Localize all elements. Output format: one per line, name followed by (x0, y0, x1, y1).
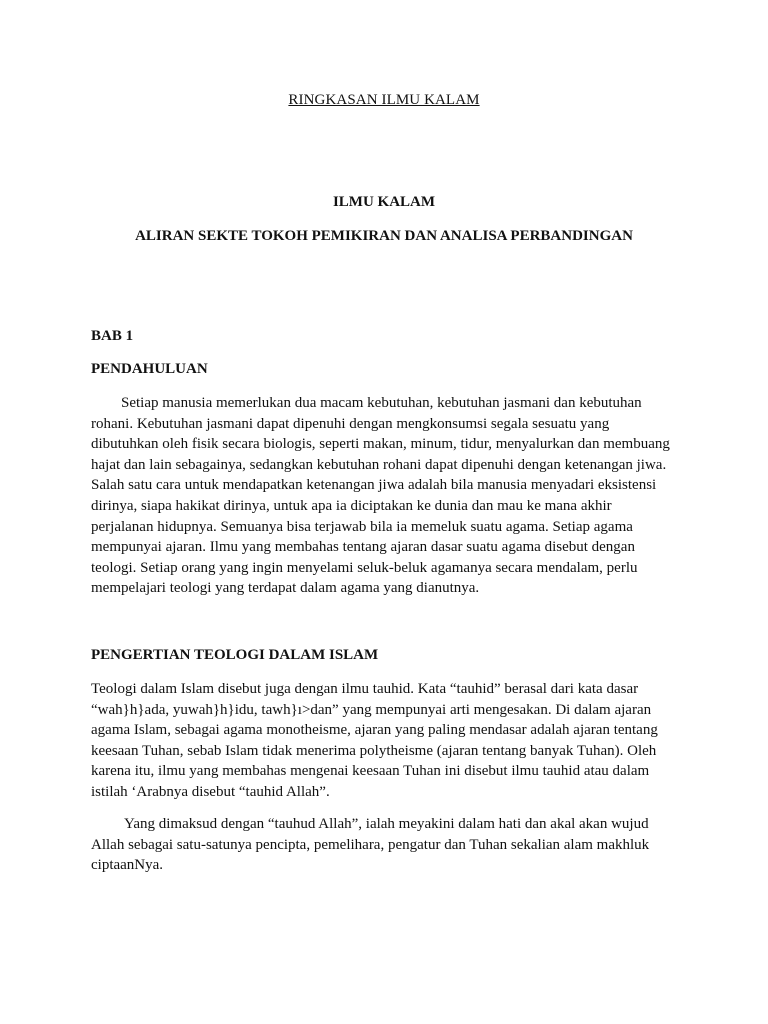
document-title: RINGKASAN ILMU KALAM (288, 92, 480, 108)
paragraph-line: keesaan Tuhan, sebab Islam tidak menerima polytheisme (ajaran tentang banyak Tuhan). Oleh (91, 742, 657, 759)
paragraph-line: dirinya, siapa hakikat dirinya, untuk apa ia diciptakan ke dunia dan mau ke mana akhir (91, 497, 612, 514)
paragraph-line: Setiap manusia memerlukan dua macam kebutuhan, kebutuhan jasmani dan kebutuhan (121, 395, 642, 411)
chapter-label: BAB 1 (91, 328, 134, 344)
paragraph-line: dibutuhkan oleh fisik secara biologis, seperti makan, minum, tidur, menyalurkan dan membuang (91, 436, 670, 453)
paragraph-line: perjalanan hidupnya. Semuanya bisa terjawab bila ia memeluk suatu agama. Setiap agama (91, 518, 633, 535)
paragraph-tauhid-allah (91, 814, 681, 876)
paragraph-line: agama Islam, sebagai agama monotheisme, ajaran yang paling mendasar adalah ajaran tentang (91, 722, 658, 739)
paragraph-line: hajat dan lain sebagainya, sedangkan kebutuhan rohani dapat dipenuhi dengan ketenangan jiwa. (91, 456, 667, 473)
heading-aliran-sekte: ALIRAN SEKTE TOKOH PEMIKIRAN DAN ANALISA PERBANDINGAN (135, 228, 633, 244)
paragraph-line: “wah}h}ada, yuwah}h}idu, tawh}ı>dan” yang mempunyai arti mengesakan. Di dalam ajaran (91, 701, 652, 718)
paragraph-pendahuluan (91, 393, 681, 599)
paragraph-line: ciptaanNya. (91, 857, 164, 874)
chapter-title: PENDAHULUAN (91, 361, 208, 377)
paragraph-line: teologi. Setiap orang yang ingin menyelami seluk-beluk agamanya secara mendalam, perlu (91, 559, 638, 576)
paragraph-line: mempelajari teologi yang terdapat dalam agama yang dianutnya. (91, 580, 480, 597)
paragraph-line: Salah satu cara untuk mendapatkan ketenangan jiwa adalah bila manusia menyadari eksistensi (91, 477, 657, 494)
paragraph-line: Yang dimaksud dengan “tauhud Allah”, ialah meyakini dalam hati dan akal akan wujud (124, 816, 649, 832)
paragraph-line: istilah ‘Arabnya disebut “tauhid Allah”. (91, 783, 330, 800)
paragraph-line: karena itu, ilmu yang membahas mengenai keesaan Tuhan ini disebut ilmu tauhid atau dalam (91, 763, 650, 780)
section-heading: PENGERTIAN TEOLOGI DALAM ISLAM (91, 647, 379, 663)
paragraph-pengertian (91, 679, 681, 803)
heading-ilmu-kalam: ILMU KALAM (332, 194, 436, 210)
paragraph-line: Teologi dalam Islam disebut juga dengan ilmu tauhid. Kata “tauhid” berasal dari kata dasar (91, 681, 639, 697)
paragraph-line: mempunyai ajaran. Ilmu yang membahas tentang ajaran dasar suatu agama disebut dengan (91, 539, 635, 556)
paragraph-line: Allah sebagai satu-satunya pencipta, pemelihara, pengatur dan Tuhan sekalian alam makhluk (91, 836, 650, 853)
paragraph-line: rohani. Kebutuhan jasmani dapat dipenuhi dengan mengkonsumsi segala sesuatu yang (91, 415, 610, 432)
